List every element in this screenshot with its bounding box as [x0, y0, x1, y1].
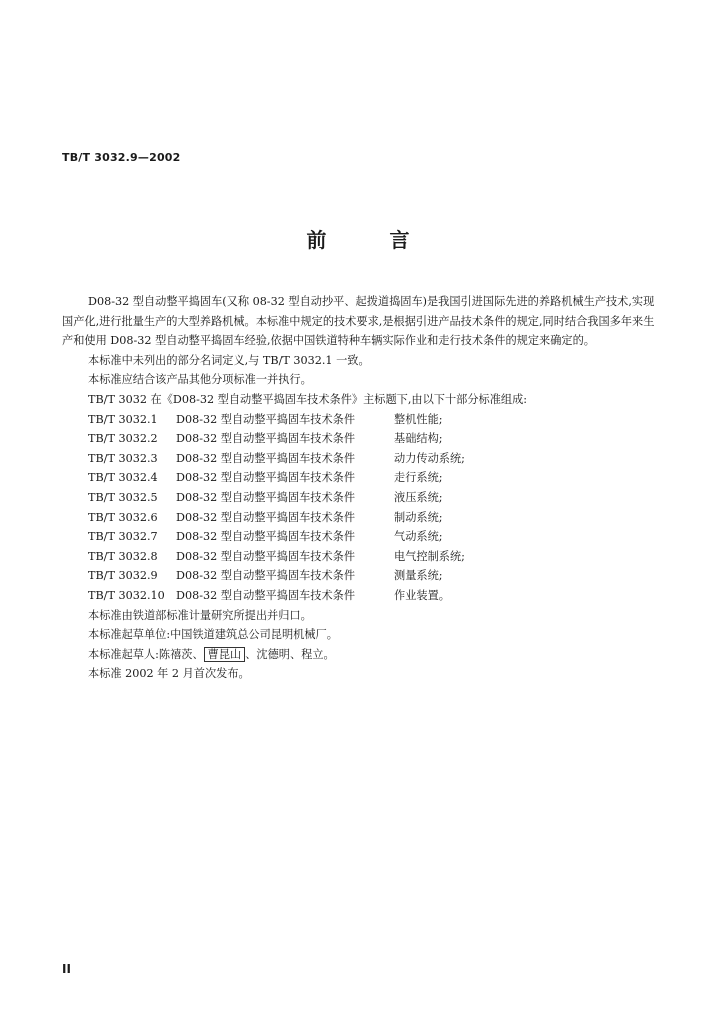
part-code: TB/T 3032.9	[88, 569, 158, 583]
part-product: D08-32 型自动整平捣固车技术条件	[176, 490, 356, 504]
part-code: TB/T 3032.4	[88, 471, 158, 485]
part-topic: 制动系统;	[394, 510, 443, 524]
part-code: TB/T 3032.3	[88, 451, 158, 465]
drafters-line	[62, 645, 658, 665]
part-topic: 整机性能;	[394, 412, 443, 426]
list-item	[62, 410, 658, 430]
parts-list	[62, 410, 658, 606]
part-product: D08-32 型自动整平捣固车技术条件	[176, 510, 356, 524]
drafting-unit-line: 本标准起草单位:中国铁道建筑总公司昆明机械厂。	[88, 628, 338, 642]
list-item	[62, 527, 658, 547]
list-item	[62, 586, 658, 606]
part-topic: 测量系统;	[394, 569, 443, 583]
part-topic: 基础结构;	[394, 432, 443, 446]
drafter-boxed-name: 曹昆山	[204, 647, 246, 662]
part-code: TB/T 3032.7	[88, 530, 158, 544]
list-item	[62, 508, 658, 528]
part-topic: 液压系统;	[394, 490, 443, 504]
part-product: D08-32 型自动整平捣固车技术条件	[176, 588, 356, 602]
list-item	[62, 547, 658, 567]
proposer-line: 本标准由铁道部标准计量研究所提出并归口。	[88, 608, 312, 622]
part-code: TB/T 3032.5	[88, 490, 158, 504]
standard-code: TB/T 3032.9—2002	[62, 151, 181, 164]
part-product: D08-32 型自动整平捣固车技术条件	[176, 549, 356, 563]
page-title: 前 言	[306, 228, 438, 252]
series-line: TB/T 3032 在《D08-32 型自动整平捣固车技术条件》主标题下,由以下十部分标准组成:	[88, 392, 528, 406]
part-topic: 气动系统;	[394, 530, 443, 544]
part-product: D08-32 型自动整平捣固车技术条件	[176, 471, 356, 485]
page-number: II	[62, 962, 71, 976]
foreword-body	[62, 292, 658, 684]
part-code: TB/T 3032.10	[88, 588, 165, 602]
part-code: TB/T 3032.1	[88, 412, 158, 426]
part-product: D08-32 型自动整平捣固车技术条件	[176, 451, 356, 465]
part-product: D08-32 型自动整平捣固车技术条件	[176, 530, 356, 544]
part-product: D08-32 型自动整平捣固车技术条件	[176, 432, 356, 446]
part-product: D08-32 型自动整平捣固车技术条件	[176, 412, 356, 426]
release-line: 本标准 2002 年 2 月首次发布。	[88, 667, 250, 681]
drafters-suffix: 、沈德明、程立。	[245, 647, 335, 661]
part-topic: 作业装置。	[394, 588, 450, 602]
list-item	[62, 566, 658, 586]
list-item	[62, 449, 658, 469]
part-code: TB/T 3032.2	[88, 432, 158, 446]
list-item	[62, 468, 658, 488]
usage-line: 本标准应结合该产品其他分项标准一并执行。	[88, 373, 312, 387]
drafters-prefix: 本标准起草人:陈禧茨、	[88, 647, 204, 661]
part-topic: 走行系统;	[394, 471, 443, 485]
list-item	[62, 429, 658, 449]
part-code: TB/T 3032.6	[88, 510, 158, 524]
intro-paragraph: D08-32 型自动整平捣固车(又称 08-32 型自动抄平、起拨道捣固车)是我国引进国际先进的养路机械生产技术,实现国产化,进行批量生产的大型养路机械。本标准中规定的技术要求,是根据引进产品技术条件的规定,同时结合我国多年来生产和使用 D08-32 型自动整平捣固车经验,依据中国铁道特种车辆实际作业和走行技术条件的规定来确定的。	[62, 295, 655, 348]
part-code: TB/T 3032.8	[88, 549, 158, 563]
part-topic: 动力传动系统;	[394, 451, 465, 465]
list-item	[62, 488, 658, 508]
part-product: D08-32 型自动整平捣固车技术条件	[176, 569, 356, 583]
definitions-line: 本标准中未列出的部分名词定义,与 TB/T 3032.1 一致。	[88, 353, 370, 367]
part-topic: 电气控制系统;	[394, 549, 465, 563]
